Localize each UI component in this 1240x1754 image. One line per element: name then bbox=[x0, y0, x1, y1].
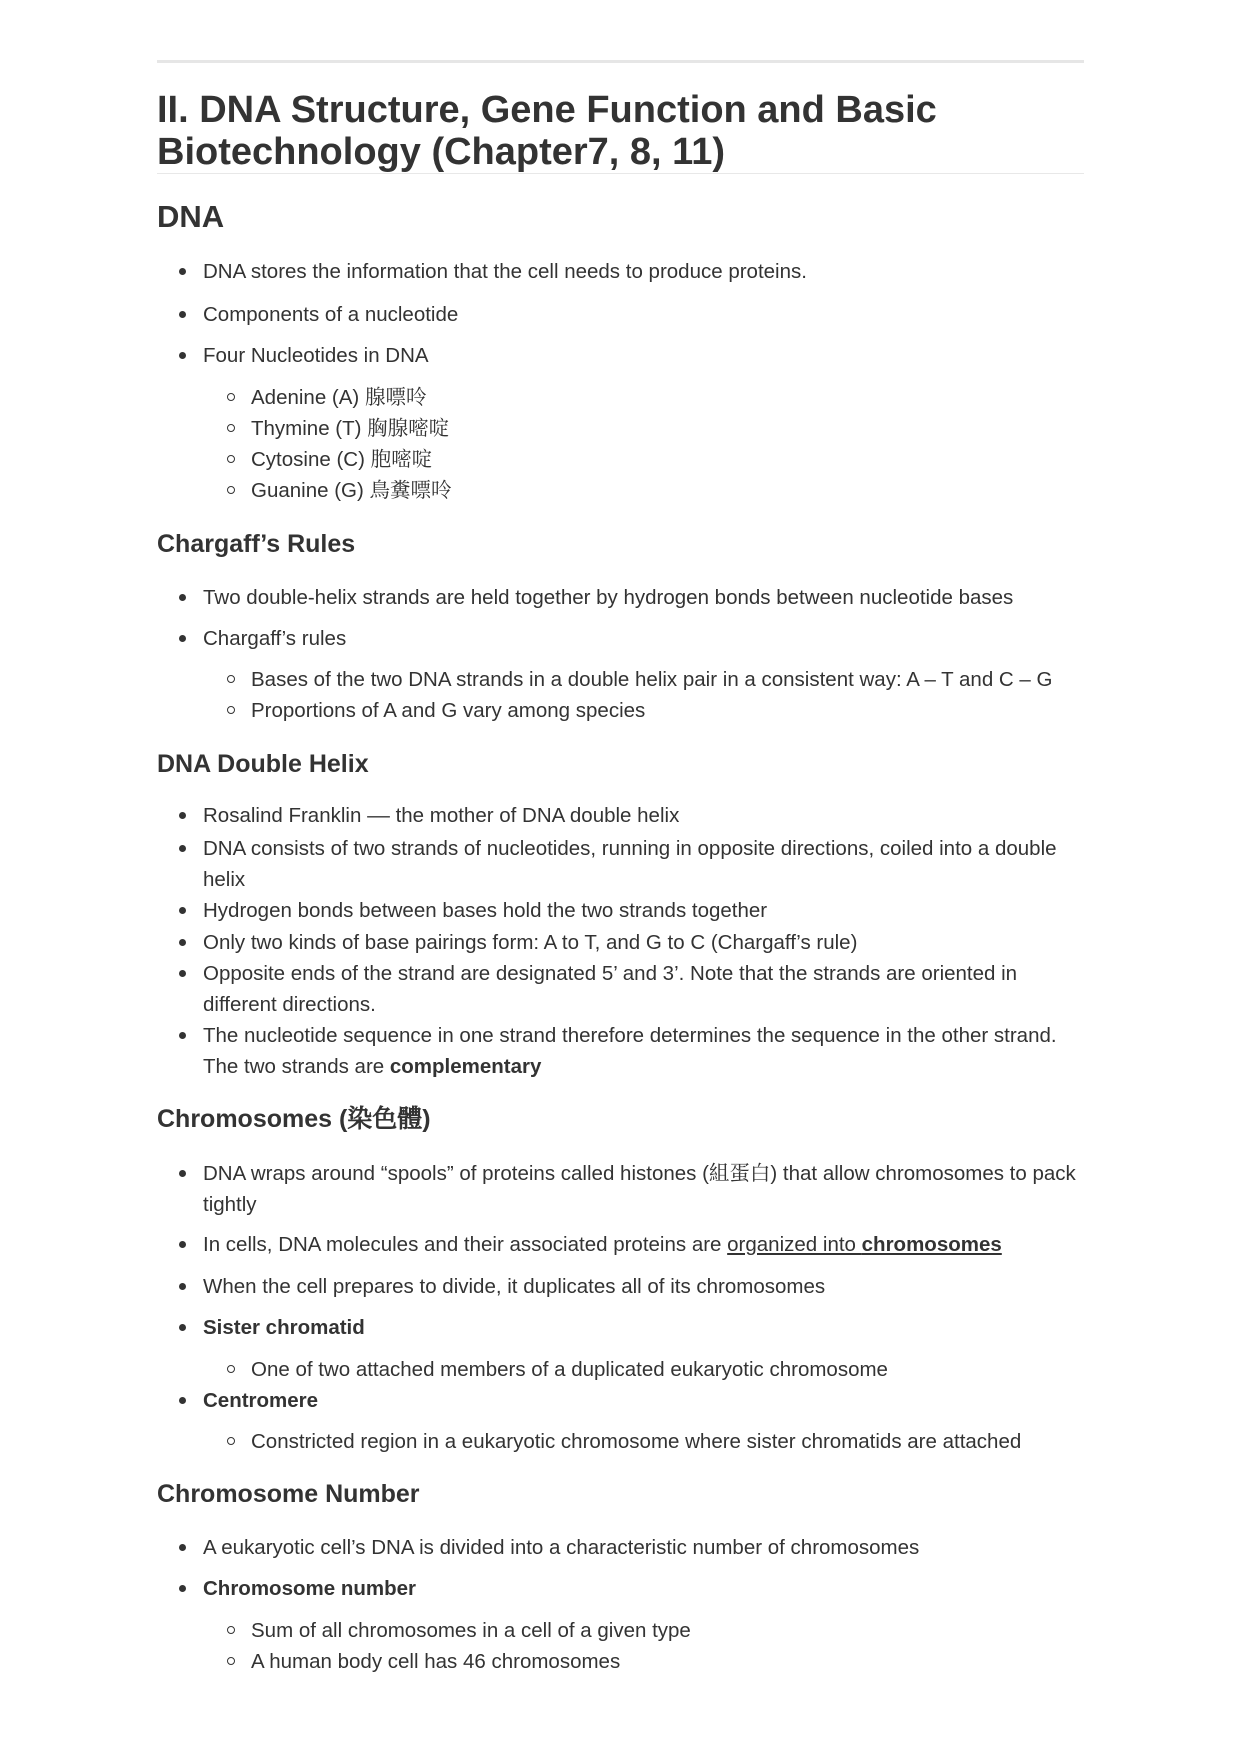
list-item bbox=[203, 1020, 1084, 1082]
list-item bbox=[203, 1573, 1084, 1604]
list-item bbox=[203, 1385, 1084, 1416]
list-item: When the cell prepares to divide, it duplicates all of its chromosomes bbox=[203, 1271, 1084, 1302]
list-item: Four Nucleotides in DNA bbox=[203, 340, 1084, 371]
heading-chromosome-number: Chromosome Number bbox=[157, 1480, 420, 1508]
list-item: DNA stores the information that the cell needs to produce proteins. bbox=[203, 256, 1084, 287]
list-item-text: In cells, DNA molecules and their associated proteins are bbox=[203, 1233, 728, 1256]
underlined-text: organized into bbox=[727, 1233, 862, 1256]
list-item: Components of a nucleotide bbox=[203, 299, 1084, 330]
heading-chargaff: Chargaff’s Rules bbox=[157, 530, 356, 558]
sub-list-item: Bases of the two DNA strands in a double helix pair in a consistent way: A – T and C – G bbox=[251, 664, 1084, 695]
list-item bbox=[203, 1229, 1084, 1260]
sub-list-item: One of two attached members of a duplicated eukaryotic chromosome bbox=[251, 1354, 1084, 1385]
heading-double-helix: DNA Double Helix bbox=[157, 750, 369, 778]
page-title: II. DNA Structure, Gene Function and Basic Biotechnology (Chapter7, 8, 11) bbox=[157, 89, 937, 173]
top-divider bbox=[157, 60, 1084, 63]
heading-dna: DNA bbox=[157, 199, 225, 234]
title-divider bbox=[157, 173, 1084, 174]
list-item: Opposite ends of the strand are designated 5’ and 3’. Note that the strands are oriented in different directions. bbox=[203, 958, 1084, 1020]
list-item: DNA consists of two strands of nucleotides, running in opposite directions, coiled into a double helix bbox=[203, 833, 1084, 895]
list-item: Only two kinds of base pairings form: A to T, and G to C (Chargaff’s rule) bbox=[203, 927, 1084, 958]
sub-list-item: Constricted region in a eukaryotic chromosome where sister chromatids are attached bbox=[251, 1426, 1084, 1457]
sub-list-item: Cytosine (C) 胞嘧啶 bbox=[251, 444, 1084, 475]
bold-term: chromosomes bbox=[861, 1233, 1002, 1256]
bold-term: Centromere bbox=[203, 1389, 319, 1412]
sub-list-item: Adenine (A) 腺嘌呤 bbox=[251, 382, 1084, 413]
bold-term: Sister chromatid bbox=[203, 1316, 365, 1339]
list-item: Hydrogen bonds between bases hold the two strands together bbox=[203, 895, 1084, 926]
bold-term: Chromosome number bbox=[203, 1577, 416, 1600]
sub-list-item: Guanine (G) 鳥糞嘌呤 bbox=[251, 475, 1084, 506]
list-item: Chargaff’s rules bbox=[203, 623, 1084, 654]
list-item: Rosalind Franklin –– the mother of DNA double helix bbox=[203, 800, 1084, 831]
sub-list-item: Sum of all chromosomes in a cell of a given type bbox=[251, 1615, 1084, 1646]
list-item bbox=[203, 1312, 1084, 1343]
sub-list-item: Proportions of A and G vary among species bbox=[251, 695, 1084, 726]
list-item: Two double-helix strands are held together by hydrogen bonds between nucleotide bases bbox=[203, 582, 1084, 613]
bold-term: complementary bbox=[389, 1055, 542, 1078]
sub-list-item: Thymine (T) 胸腺嘧啶 bbox=[251, 413, 1084, 444]
sub-list-item: A human body cell has 46 chromosomes bbox=[251, 1646, 1084, 1677]
heading-chromosomes: Chromosomes (染色體) bbox=[157, 1105, 431, 1133]
list-item-text: The nucleotide sequence in one strand therefore determines the sequence in the other strand. The two strands are bbox=[203, 1024, 1057, 1078]
list-item: A eukaryotic cell’s DNA is divided into a characteristic number of chromosomes bbox=[203, 1532, 1084, 1563]
list-item: DNA wraps around “spools” of proteins called histones (組蛋白) that allow chromosomes to pack tightly bbox=[203, 1158, 1084, 1220]
underlined-phrase bbox=[727, 1233, 1002, 1256]
